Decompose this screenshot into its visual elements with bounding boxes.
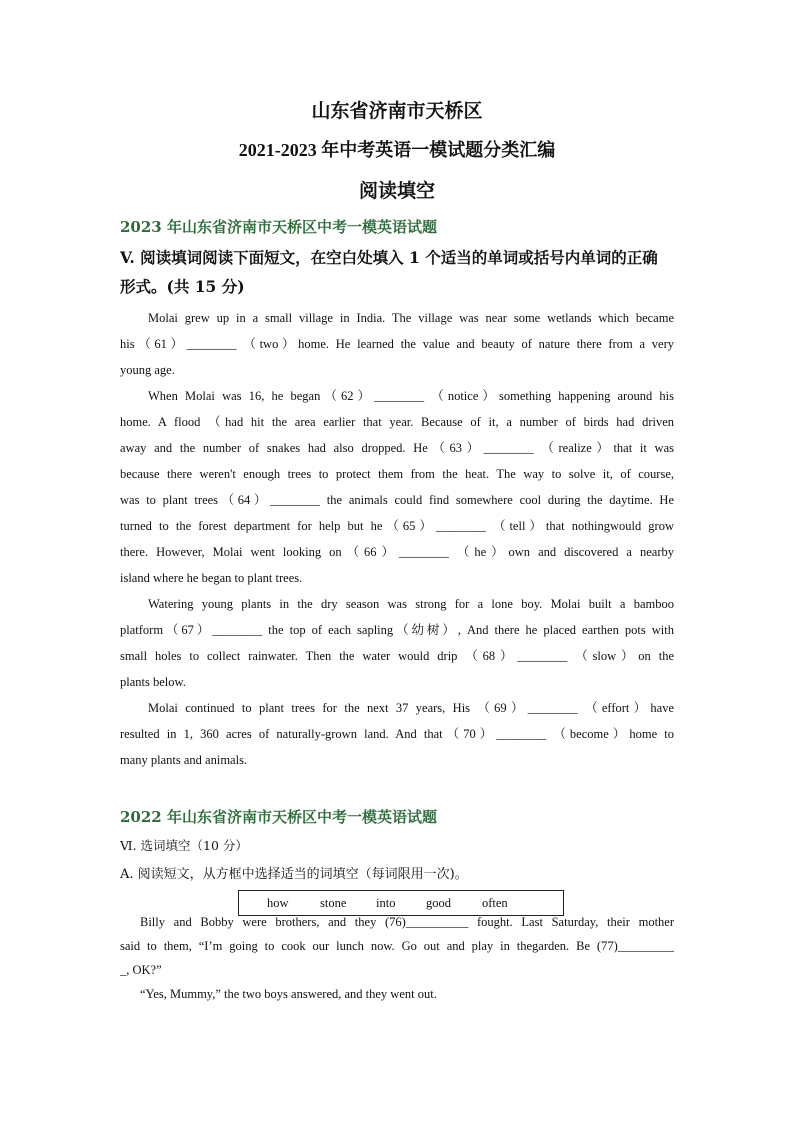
passage-line: When Molai was 16, he began（62）________ （notice）something happening around his xyxy=(148,389,674,403)
passage-line: Molai continued to plant trees for the next 37 years, His （69）________ （effort）have xyxy=(148,701,674,715)
word-box-item: how xyxy=(267,896,289,910)
word-box-item: good xyxy=(426,896,451,910)
passage-line: resulted in 1, 360 acres of naturally-grown land. And that（70）________ （become）home to xyxy=(120,727,674,741)
passage-line: there. However, Molai went looking on（66）________ （he）own and discovered a nearby xyxy=(120,545,674,559)
passage-line: island where he began to plant trees. xyxy=(120,571,303,585)
passage-line: Watering young plants in the dry season was strong for a lone boy. Molai built a bamboo xyxy=(148,597,674,611)
passage-line: his（61）________ （two）home. He learned the value and beauty of nature there from a very xyxy=(120,337,674,351)
passage-line: Molai grew up in a small village in India. The village was near some wetlands which became xyxy=(148,311,674,325)
passage-2023 xyxy=(120,305,674,773)
passage-line: said to them, “I’m going to cook our lunch now. Go out and play in thegarden. Be (77)_________ xyxy=(120,939,674,953)
passage-line: turned to the forest department for help but he（65）________ （tell）that nothingwould grow xyxy=(120,519,674,533)
section-heading-2023: 2023 年山东省济南市天桥区中考一模英语试题 xyxy=(120,218,437,236)
passage-line: home. A flood （had hit the area earlier that year. Because of it, a number of birds had driven xyxy=(120,415,674,429)
passage-line: Billy and Bobby were brothers, and they (76)__________ fought. Last Saturday, their mother xyxy=(140,915,674,929)
passage-line: because there weren't enough trees to protect them from the heat. The way to solve it, of course, xyxy=(120,467,674,481)
word-box-item: often xyxy=(482,896,508,910)
passage-line: platform（67）________ the top of each sapling（幼树）, And there he placed earthen pots with xyxy=(120,623,674,637)
section-heading-2022: 2022 年山东省济南市天桥区中考一模英语试题 xyxy=(120,808,437,826)
word-box-item: into xyxy=(376,896,396,910)
passage-line: was to plant trees（64）________ the animals could find somewhere cool during the daytime. He xyxy=(120,493,674,507)
passage-line: plants below. xyxy=(120,675,186,689)
passage-line: young age. xyxy=(120,363,175,377)
instruction-2023 xyxy=(120,243,676,301)
instruction-line: 形式。(共 15 分) xyxy=(120,277,245,296)
doc-title-region: 山东省济南市天桥区 xyxy=(311,100,483,122)
passage-line: _, OK?” xyxy=(120,963,162,977)
passage-line: small holes to collect rainwater. Then the water would drip （68）________ （slow）on the xyxy=(120,649,674,663)
sub-instruction-a: A. 阅读短文，从方框中选择适当的词填空（每词限用一次)。 xyxy=(120,867,468,882)
instruction-line: V. 阅读填词阅读下面短文，在空白处填入 1 个适当的单词或括号内单词的正确 xyxy=(120,248,658,267)
passage-line: many plants and animals. xyxy=(120,753,248,767)
doc-title-topic: 阅读填空 xyxy=(358,180,435,202)
passage-line: “Yes, Mummy,” the two boys answered, and they went out. xyxy=(140,987,437,1001)
doc-title-subject: 2021-2023 年中考英语一模试题分类汇编 xyxy=(238,140,556,160)
passage-line: away and the number of snakes had also dropped. He（63）________ （realize）that it was xyxy=(120,441,674,455)
part-label-vi: Ⅵ. 选词填空（10 分） xyxy=(120,838,248,853)
word-box-item: stone xyxy=(320,896,347,910)
passage-2022 xyxy=(120,910,674,1006)
